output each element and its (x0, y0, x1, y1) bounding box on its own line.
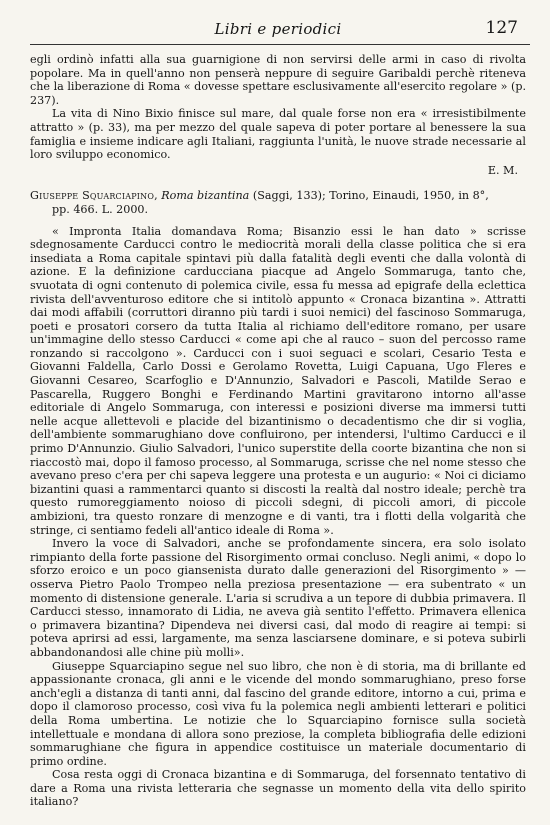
page-number: 127 (485, 18, 518, 38)
book-title: Roma bizantina (161, 189, 250, 203)
paragraph: La vita di Nino Bixio finisce sul mare, dal quale forse non era « irresistibilmente attratto » (p. 33), ma per mezzo del quale sapeva di poter portare al benessere la sua famiglia e insieme indicare agli Italiani, raggiunta l'unità, le nuove strade necessarie al loro sviluppo economico. (30, 107, 526, 162)
paragraph: Cosa resta oggi di Cronaca bizantina e di Sommaruga, del forsennato tentativo di dare a Roma una rivista letteraria che segnasse un momento della vita dello spirito italiano? (30, 768, 526, 809)
header-rule (30, 44, 530, 45)
review-bixio (30, 53, 526, 177)
spacer (30, 217, 526, 225)
paragraph: egli ordinò infatti alla sua guarnigione di non servirsi delle armi in caso di rivolta popolare. Ma in quell'anno non penserà neppure di seguire Garibaldi perchè riteneva che la liberazione di Roma « dovesse spettare esclusivamente all'esercito regolare » (p. 237). (30, 53, 526, 107)
paragraph: Invero la voce di Salvadori, anche se profondamente sincera, era solo isolato rimpianto della forte passione del Risorgimento ormai concluso. Negli animi, « dopo lo sforzo eroico e un poco giansenista durato dalle generazioni del Risorgimento » — osserva Pietro Paolo Trompeo nella preziosa presentazione — era subentrato « un momento di distensione generale. L'aria si scrudiva a un tepore di dubbia primavera. Il Carducci stesso, innamorato di Lidia, ne aveva già sentito l'effetto. Primavera ellenica o primavera bizantina? Dipendeva nei diversi casi, dal modo di reagire ai tempi: si poteva aprirsi ad essi, largamente, ma senza lasciarsene dominare, e si poteva subirli abbandonandosi alle chine più molli». (30, 537, 526, 659)
review-author: Giuseppe Squarciapino (30, 189, 155, 203)
book-details: (Saggi, 133); Torino, Einaudi, 1950, in 8°, (252, 189, 489, 203)
running-title: Libri e periodici (214, 20, 342, 38)
review-roma-bizantina (30, 225, 526, 810)
reviewer-signature: E. M. (487, 163, 518, 177)
book-details-continued: pp. 466. L. 2000. (52, 202, 149, 216)
paragraph: Giuseppe Squarciapino segue nel suo libro, che non è di storia, ma di brillante ed appassionante cronaca, gli anni e le vicende del mondo sommarughiano, preso forse anch'egli a distanza di tanti anni, dal fascino del grande editore, intorno a cui, prima e dopo il clamoroso processo, così viva fu la polemica negli ambienti letterari e politici della Roma umbertina. Le notizie che lo Squarciapino fornisce sulla società intellettuale e mondana di allora sono preziose, la completa bibliografia delle edizioni sommarughiane che figura in appendice costituisce un materiale documentario di primo ordine. (30, 659, 526, 768)
page-header (30, 14, 526, 40)
paragraph: « Impronta Italia domandava Roma; Bisanzio essi le han dato » scrisse sdegnosamente Carducci contro le mediocrità morali della classe politica che si era insediata a Roma capitale spintavi più dalla fatalità degli eventi che dalla volontà di azione. E la definizione carducciana piacque ad Angelo Sommaruga, tanto che, svuotata di ogni contenuto di polemica civile, essa fu messa ad epigrafe della eclettica rivista dell'avventuroso editore che si intitolò appunto « Cronaca bizantina ». Attratti dai modi affabili (corruttori diranno più tardi i suoi nemici) del fascinoso Sommaruga, poeti e prosatori corsero da tutta Italia al richiamo dell'editore romano, per usare un'immagine dello stesso Carducci « come api che al rauco – suon del percosso rame ronzando si raccolgono ». Carducci con i suoi seguaci e scolari, Cesario Testa e Giovanni Faldella, Carlo Dossi e Gerolamo Rovetta, Luigi Capuana, Ugo Fleres e Giovanni Cesareo, Scarfoglio e D'Annunzio, Salvadori e Pascoli, Matilde Serao e Pascarella, Ruggero Bonghi e Ferdinando Martini gravitarono intorno all'asse editoriale di Angelo Sommaruga, con interessi e posizioni diverse ma immersi tutti nelle acque allettevoli e placide del bizantinismo o decadentismo che dir si voglia, dell'ambiente sommarughiano dove confluirono, per intendersi, l'ultimo Carducci e il primo D'Annunzio. Giulio Salvadori, l'unico superstite della coorte bizantina che non si riaccostò mai, dopo il famoso processo, al Sommaruga, scrisse che nel nome stesso che avevano preso c'era per chi sapeva leggere una protesta e un augurio: « Noi ci diciamo bizantini quasi a rammentarci quanto si discosti la realtà dal nostro ideale; perchè tra questo rumoreggiamento noioso di piccoli sdegni, di piccoli amori, di piccole ambizioni, tra questo ronzare di menzogne e di vanti, tra i flotti della volgarità che stringe, ci sentiamo fedeli all'antico ideale di Roma ». (30, 224, 526, 537)
review-heading: Giuseppe Squarciapino, Roma bizantina (Saggi, 133); Torino, Einaudi, 1950, in 8°, pp. 466. L. 2000. (30, 189, 526, 216)
